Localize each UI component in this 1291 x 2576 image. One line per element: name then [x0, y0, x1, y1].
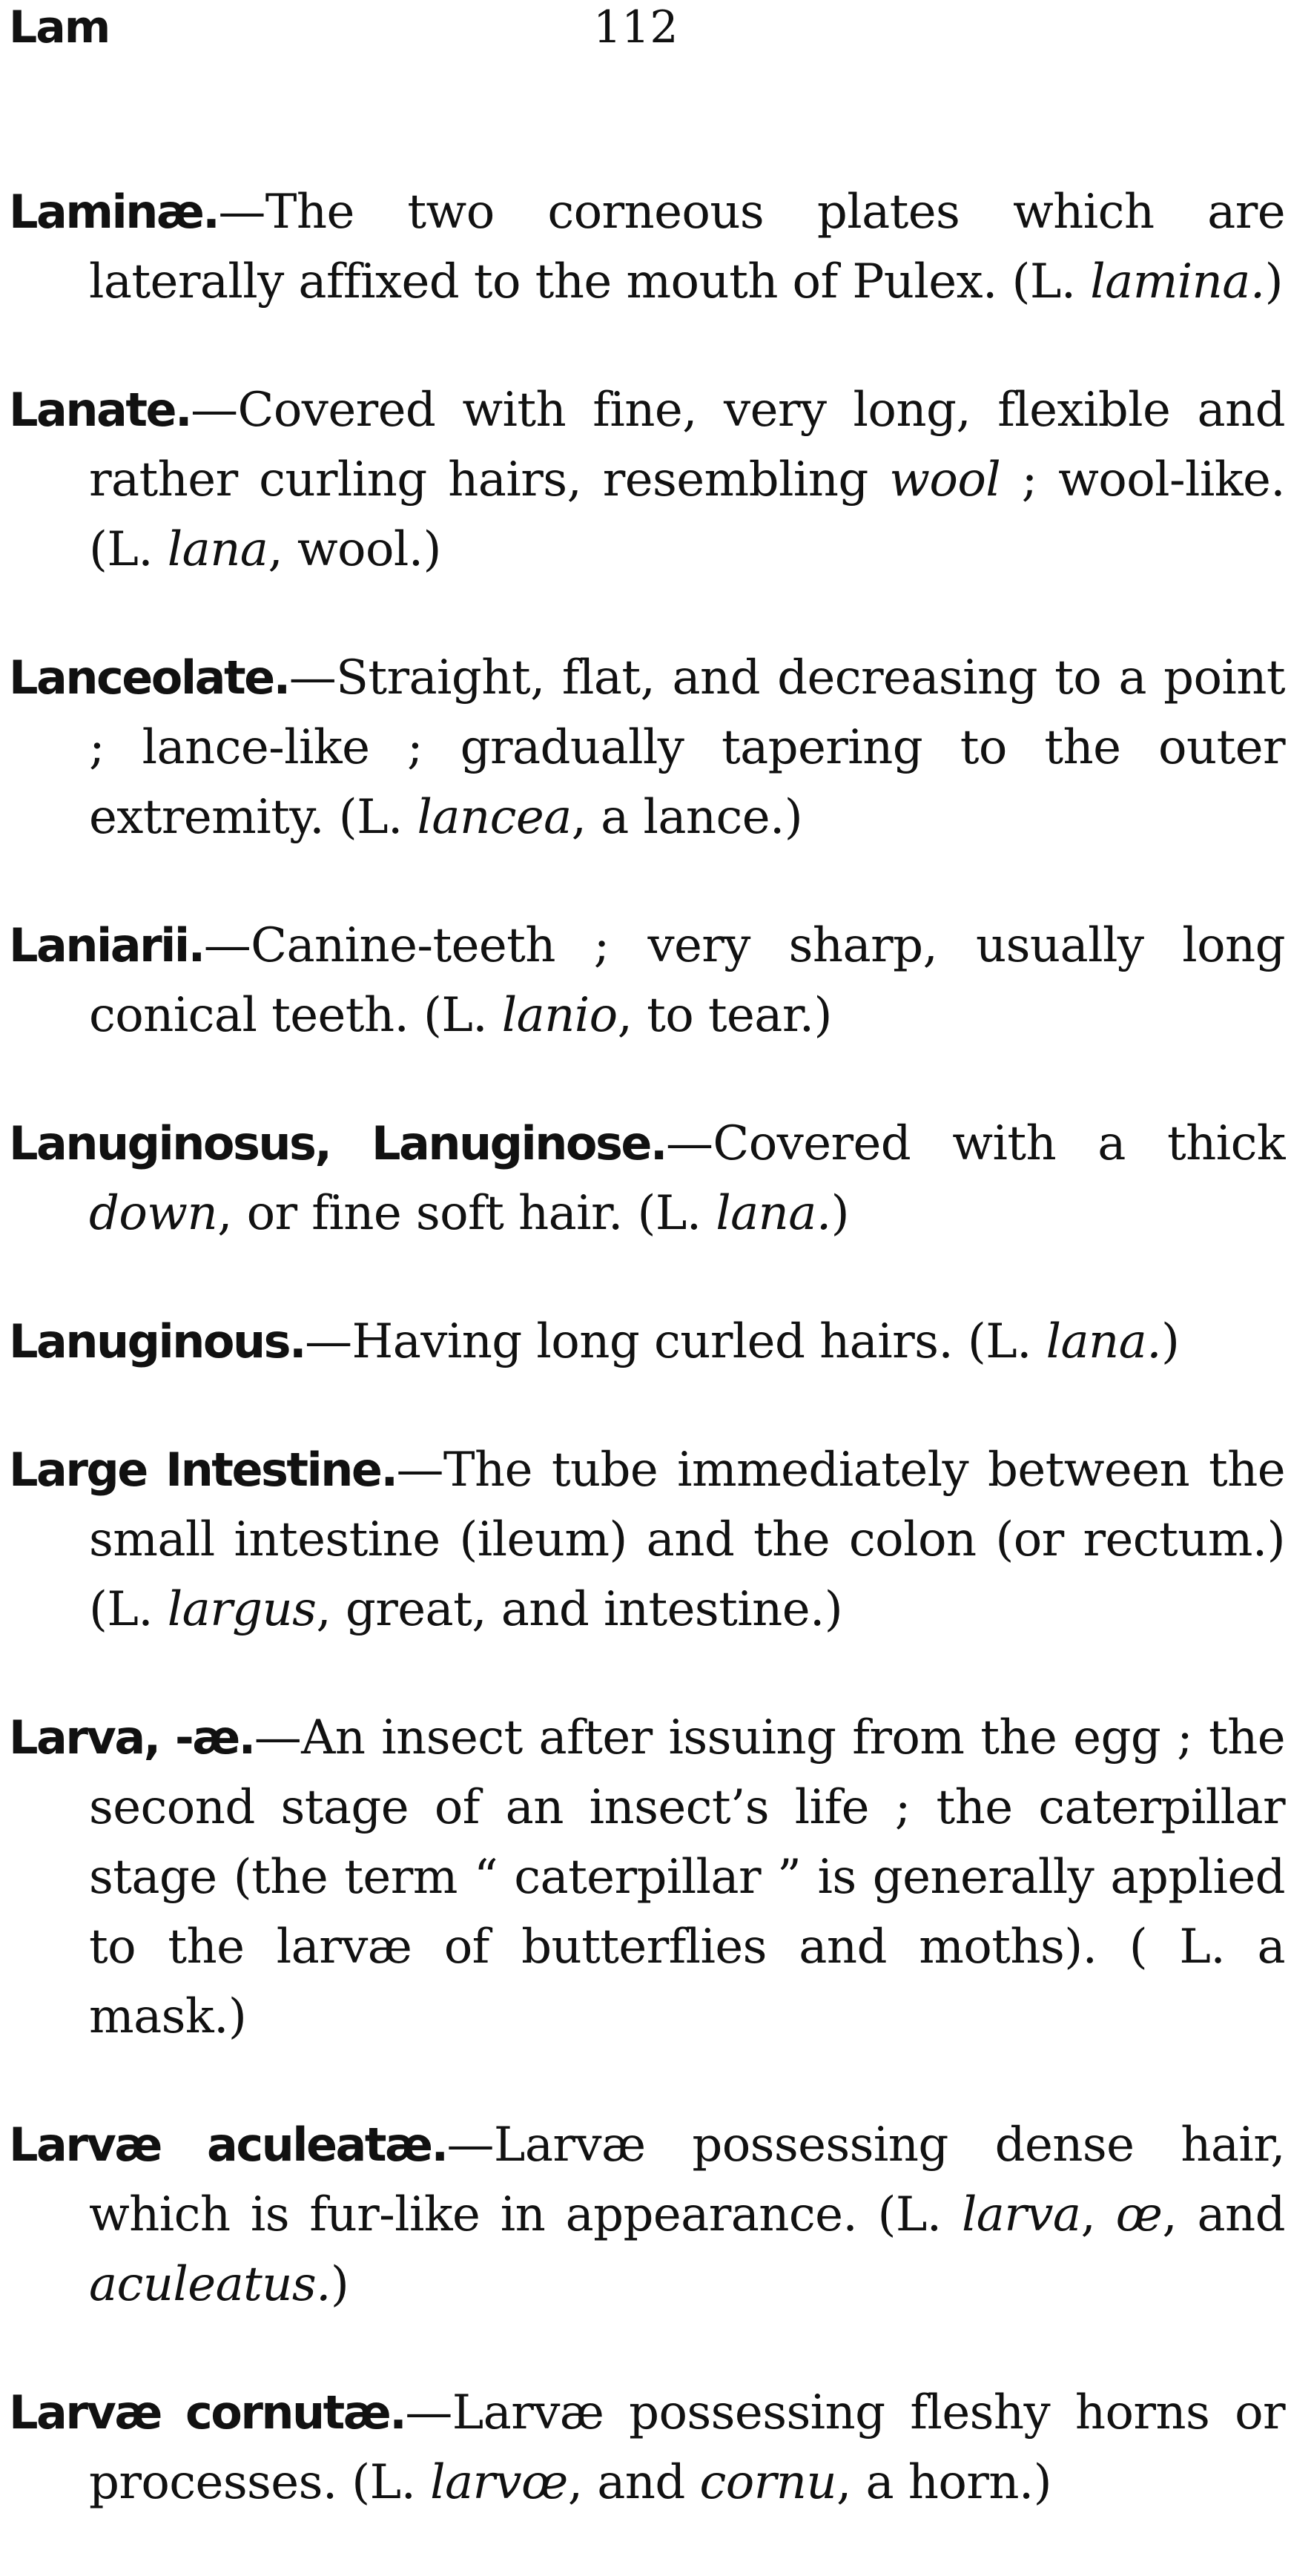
- entry-headword: Larvæ cornutæ.: [9, 2385, 406, 2440]
- glossary-entry: [0, 1703, 1291, 2052]
- entry-headword: Large Intestine.: [9, 1443, 397, 1497]
- entry-definition-text: —The two corneous plates which are laterally affixed to the mouth of Pulex. (L.: [89, 185, 1285, 309]
- entry-italic-term: down: [89, 1186, 218, 1241]
- entry-headword: Lanceolate.: [9, 650, 289, 705]
- entry-definition-text: , a horn.): [836, 2455, 1052, 2510]
- entry-italic-term: lanio: [501, 988, 618, 1043]
- entry-italic-term: aculeatus.: [89, 2257, 331, 2312]
- entry-italic-term: lana: [167, 522, 268, 577]
- entry-definition-text: —An insect after issuing from the egg ; the second stage of an insect’s life ; the caterpillar stage (the term “ caterpillar ” is generally applied to the larvæ of butterflies and moths). ( L. a mask.): [89, 1710, 1285, 2044]
- entry-italic-term: larva: [961, 2187, 1081, 2242]
- entry-definition-text: —Larvæ possessing dense hair, which is fur-like in appearance. (L.: [89, 2118, 1285, 2242]
- glossary-entry: [0, 1435, 1291, 1644]
- entry-definition-text: , a lance.): [571, 790, 803, 845]
- glossary-entry: [0, 177, 1291, 317]
- entry-headword: Larvæ aculeatæ.: [9, 2118, 447, 2172]
- entry-italic-term: cornu: [699, 2455, 836, 2510]
- glossary-entry: [0, 375, 1291, 584]
- running-header: [0, 0, 1291, 59]
- entry-italic-term: œ: [1115, 2187, 1163, 2242]
- entry-headword: Lanuginosus, Lanuginose.: [9, 1116, 666, 1170]
- entry-italic-term: larvœ: [430, 2455, 568, 2510]
- entry-italic-term: lana.: [716, 1186, 831, 1241]
- entry-definition-text: —The tube immediately between the small intestine (ileum) and the colon (or rectum.) (L.: [89, 1443, 1285, 1637]
- entry-headword: Laminæ.: [9, 185, 219, 239]
- entry-definition-text: —Having long curled hairs. (L.: [305, 1314, 1046, 1369]
- entry-definition-text: ,: [1080, 2187, 1116, 2242]
- entry-headword: Laniarii.: [9, 918, 204, 972]
- entry-definition-text: —Canine-teeth ; very sharp, usually long conical teeth. (L.: [89, 918, 1285, 1043]
- entry-definition-text: , and: [1162, 2187, 1285, 2242]
- entry-definition-text: ; wool-like. (L.: [89, 452, 1285, 577]
- glossary-entry: [0, 2110, 1291, 2319]
- glossary-entry: [0, 2378, 1291, 2517]
- glossary-entry: [0, 643, 1291, 852]
- entry-headword: Lanuginous.: [9, 1314, 306, 1368]
- entry-definition-text: , great, and intestine.): [316, 1582, 843, 1637]
- entry-definition-text: , or fine soft hair. (L.: [217, 1186, 716, 1241]
- entry-definition-text: ): [1264, 254, 1283, 309]
- entry-headword: Lanate.: [9, 383, 191, 437]
- glossary-entry: [0, 1307, 1291, 1377]
- entry-definition-text: , to tear.): [617, 988, 832, 1043]
- glossary-entries: [0, 130, 1291, 2576]
- entry-definition-text: , wool.): [268, 522, 441, 577]
- glossary-entry: [0, 911, 1291, 1050]
- entry-italic-term: lana.: [1046, 1314, 1161, 1369]
- entry-italic-term: lancea: [417, 790, 572, 845]
- entry-definition-text: ): [1160, 1314, 1180, 1369]
- entry-italic-term: largus: [167, 1582, 317, 1637]
- entry-definition-text: ): [831, 1186, 849, 1241]
- entry-italic-term: wool: [889, 452, 1001, 507]
- entry-definition-text: —Straight, flat, and decreasing to a point ; lance-like ; gradually tapering to the outer extremity. (L.: [89, 650, 1285, 845]
- entry-definition-text: —Larvæ possessing fleshy horns or processes. (L.: [89, 2385, 1286, 2510]
- page-number: 112: [593, 1, 678, 53]
- entry-definition-text: , and: [567, 2455, 700, 2510]
- entry-definition-text: —Covered with fine, very long, flexible and rather curling hairs, resembling: [89, 383, 1285, 507]
- entry-headword: Larva, -æ.: [9, 1710, 254, 1765]
- entry-definition-text: ): [330, 2257, 349, 2312]
- glossary-entry: [0, 1109, 1291, 1248]
- entry-italic-term: lamina.: [1090, 254, 1265, 309]
- running-headword: Lam: [9, 1, 110, 53]
- entry-definition-text: —Covered with a thick: [665, 1116, 1285, 1171]
